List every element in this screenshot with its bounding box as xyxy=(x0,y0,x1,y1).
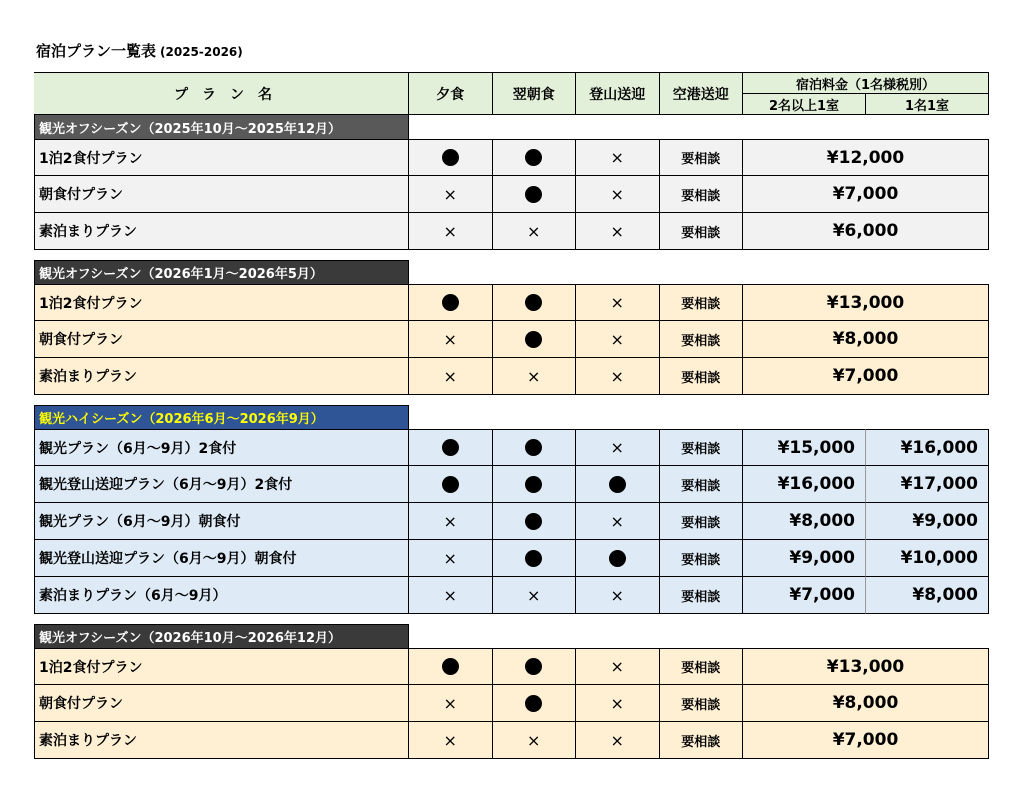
filled-circle-icon xyxy=(525,695,542,712)
filled-circle-icon xyxy=(525,186,542,203)
filled-circle-icon xyxy=(525,658,542,675)
header-airport-shuttle: 空港送迎 xyxy=(660,72,744,115)
breakfast-cell xyxy=(493,648,577,685)
price-single-cell: ¥8,000 xyxy=(866,577,989,614)
on-request-text: 要相談 xyxy=(681,661,721,676)
breakfast-cell xyxy=(493,722,577,759)
on-request-text: 要相談 xyxy=(681,188,721,204)
section-label-row xyxy=(34,624,990,648)
mountain-shuttle-cell xyxy=(576,722,660,759)
table-row xyxy=(34,284,990,321)
table-row xyxy=(34,722,990,759)
mountain-shuttle-cell xyxy=(576,176,660,213)
section-gap xyxy=(34,250,990,260)
cross-mark: × xyxy=(610,366,624,386)
filled-circle-icon xyxy=(525,476,542,493)
table-body xyxy=(34,115,990,759)
breakfast-cell xyxy=(493,503,577,540)
dinner-cell xyxy=(409,284,493,321)
mountain-shuttle-cell xyxy=(576,213,660,250)
breakfast-cell xyxy=(493,466,577,503)
filled-circle-icon xyxy=(442,476,459,493)
header-price-title: 宿泊料金（1名様税別） xyxy=(743,73,988,94)
breakfast-cell xyxy=(493,139,577,176)
header-plan-name: プラン名 xyxy=(34,72,409,115)
mountain-shuttle-cell xyxy=(576,429,660,466)
price-cell: ¥7,000 xyxy=(743,176,989,213)
dinner-cell xyxy=(409,429,493,466)
filled-circle-icon xyxy=(442,658,459,675)
cross-mark: × xyxy=(443,585,457,605)
dinner-cell xyxy=(409,213,493,250)
airport-shuttle-cell xyxy=(660,358,744,395)
breakfast-cell xyxy=(493,685,577,722)
dinner-cell xyxy=(409,358,493,395)
filled-circle-icon xyxy=(525,294,542,311)
plan-name: 観光登山送迎プラン（6月～9月）朝食付 xyxy=(34,540,409,577)
airport-shuttle-cell xyxy=(660,503,744,540)
section-label-row xyxy=(34,405,990,429)
table-row xyxy=(34,503,990,540)
plan-name: 観光プラン（6月～9月）朝食付 xyxy=(34,503,409,540)
plan-name: 素泊まりプラン（6月～9月） xyxy=(34,577,409,614)
price-cell: ¥8,000 xyxy=(743,685,989,722)
breakfast-cell xyxy=(493,358,577,395)
price-two-plus-cell: ¥16,000 xyxy=(743,466,866,503)
on-request-text: 要相談 xyxy=(681,442,721,457)
mountain-shuttle-cell xyxy=(576,648,660,685)
plan-name: 朝食付プラン xyxy=(34,321,409,358)
cross-mark: × xyxy=(610,329,624,349)
on-request-text: 要相談 xyxy=(681,297,721,312)
filled-circle-icon xyxy=(442,149,459,166)
cross-mark: × xyxy=(610,293,624,312)
on-request-text: 要相談 xyxy=(681,152,721,167)
breakfast-cell xyxy=(493,176,577,213)
plan-name: 1泊2食付プラン xyxy=(34,139,409,176)
table-row xyxy=(34,358,990,395)
mountain-shuttle-cell xyxy=(576,321,660,358)
section-gap xyxy=(34,614,990,624)
table-row xyxy=(34,213,990,250)
plan-name: 素泊まりプラン xyxy=(34,358,409,395)
cross-mark: × xyxy=(527,730,541,750)
breakfast-cell xyxy=(493,213,577,250)
price-cell: ¥7,000 xyxy=(743,358,989,395)
cross-mark: × xyxy=(443,548,457,568)
table-row xyxy=(34,176,990,213)
plan-name: 素泊まりプラン xyxy=(34,213,409,250)
dinner-cell xyxy=(409,577,493,614)
header-breakfast: 翌朝食 xyxy=(493,72,577,115)
dinner-cell xyxy=(409,685,493,722)
airport-shuttle-cell xyxy=(660,466,744,503)
mountain-shuttle-cell xyxy=(576,503,660,540)
price-cell: ¥12,000 xyxy=(743,139,989,176)
section-label: 観光ハイシーズン（2026年6月～2026年9月） xyxy=(34,405,409,429)
price-cell: ¥6,000 xyxy=(743,213,989,250)
section-label: 観光オフシーズン（2025年10月～2025年12月） xyxy=(34,115,409,139)
header-dinner: 夕食 xyxy=(409,72,493,115)
table-row xyxy=(34,648,990,685)
airport-shuttle-cell xyxy=(660,577,744,614)
breakfast-cell xyxy=(493,577,577,614)
price-two-plus-cell: ¥7,000 xyxy=(743,577,866,614)
dinner-cell xyxy=(409,540,493,577)
price-two-plus-cell: ¥9,000 xyxy=(743,540,866,577)
on-request-text: 要相談 xyxy=(681,225,721,241)
plan-name: 観光登山送迎プラン（6月～9月）2食付 xyxy=(34,466,409,503)
cross-mark: × xyxy=(527,221,541,241)
plan-name: 朝食付プラン xyxy=(34,685,409,722)
airport-shuttle-cell xyxy=(660,429,744,466)
section-gap xyxy=(34,395,990,405)
dinner-cell xyxy=(409,722,493,759)
airport-shuttle-cell xyxy=(660,284,744,321)
price-two-plus-cell: ¥15,000 xyxy=(743,429,866,466)
price-cell: ¥8,000 xyxy=(743,321,989,358)
dinner-cell xyxy=(409,466,493,503)
table-row xyxy=(34,540,990,577)
filled-circle-icon xyxy=(525,439,542,456)
cross-mark: × xyxy=(610,657,624,676)
cross-mark: × xyxy=(443,511,457,531)
mountain-shuttle-cell xyxy=(576,358,660,395)
cross-mark: × xyxy=(443,730,457,750)
airport-shuttle-cell xyxy=(660,139,744,176)
mountain-shuttle-cell xyxy=(576,139,660,176)
cross-mark: × xyxy=(443,366,457,386)
on-request-text: 要相談 xyxy=(681,478,721,494)
cross-mark: × xyxy=(610,730,624,750)
airport-shuttle-cell xyxy=(660,722,744,759)
price-single-cell: ¥9,000 xyxy=(866,503,989,540)
airport-shuttle-cell xyxy=(660,540,744,577)
filled-circle-icon xyxy=(609,476,626,493)
mountain-shuttle-cell xyxy=(576,577,660,614)
airport-shuttle-cell xyxy=(660,176,744,213)
mountain-shuttle-cell xyxy=(576,284,660,321)
filled-circle-icon xyxy=(442,439,459,456)
price-cell: ¥13,000 xyxy=(743,284,989,321)
price-single-cell: ¥10,000 xyxy=(866,540,989,577)
breakfast-cell xyxy=(493,284,577,321)
cross-mark: × xyxy=(443,329,457,349)
mountain-shuttle-cell xyxy=(576,466,660,503)
header-mountain-shuttle: 登山送迎 xyxy=(576,72,660,115)
on-request-text: 要相談 xyxy=(681,734,721,750)
breakfast-cell xyxy=(493,321,577,358)
plan-name: 素泊まりプラン xyxy=(34,722,409,759)
header-price xyxy=(743,72,989,115)
price-two-plus-cell: ¥8,000 xyxy=(743,503,866,540)
filled-circle-icon xyxy=(442,294,459,311)
cross-mark: × xyxy=(527,585,541,605)
cross-mark: × xyxy=(610,221,624,241)
cross-mark: × xyxy=(443,221,457,241)
plan-table xyxy=(34,72,990,759)
on-request-text: 要相談 xyxy=(681,589,721,605)
filled-circle-icon xyxy=(525,513,542,530)
price-cell: ¥13,000 xyxy=(743,648,989,685)
plan-name: 観光プラン（6月～9月）2食付 xyxy=(34,429,409,466)
mountain-shuttle-cell xyxy=(576,685,660,722)
table-row xyxy=(34,139,990,176)
cross-mark: × xyxy=(610,184,624,204)
header-price-two-plus: 2名以上1室 xyxy=(743,94,866,114)
cross-mark: × xyxy=(610,693,624,713)
plan-name: 朝食付プラン xyxy=(34,176,409,213)
section-label-row xyxy=(34,115,990,139)
section-label: 観光オフシーズン（2026年1月～2026年5月） xyxy=(34,260,409,284)
table-header xyxy=(34,72,990,115)
airport-shuttle-cell xyxy=(660,685,744,722)
dinner-cell xyxy=(409,139,493,176)
on-request-text: 要相談 xyxy=(681,333,721,349)
section-label-row xyxy=(34,260,990,284)
section-label: 観光オフシーズン（2026年10月～2026年12月） xyxy=(34,624,409,648)
table-row xyxy=(34,466,990,503)
dinner-cell xyxy=(409,321,493,358)
table-row xyxy=(34,685,990,722)
filled-circle-icon xyxy=(609,550,626,567)
on-request-text: 要相談 xyxy=(681,552,721,568)
plan-name: 1泊2食付プラン xyxy=(34,648,409,685)
table-row xyxy=(34,321,990,358)
filled-circle-icon xyxy=(525,149,542,166)
page-title xyxy=(36,40,243,61)
dinner-cell xyxy=(409,503,493,540)
table-row xyxy=(34,577,990,614)
filled-circle-icon xyxy=(525,331,542,348)
on-request-text: 要相談 xyxy=(681,370,721,386)
cross-mark: × xyxy=(443,184,457,204)
filled-circle-icon xyxy=(525,550,542,567)
dinner-cell xyxy=(409,648,493,685)
breakfast-cell xyxy=(493,429,577,466)
header-price-single: 1名1室 xyxy=(904,98,950,114)
title-main: 宿泊プラン一覧表 xyxy=(36,42,157,60)
price-single-cell: ¥16,000 xyxy=(866,429,989,466)
airport-shuttle-cell xyxy=(660,321,744,358)
dinner-cell xyxy=(409,176,493,213)
breakfast-cell xyxy=(493,540,577,577)
on-request-text: 要相談 xyxy=(681,697,721,713)
cross-mark: × xyxy=(443,693,457,713)
cross-mark: × xyxy=(610,148,624,167)
price-cell: ¥7,000 xyxy=(743,722,989,759)
price-single-cell: ¥17,000 xyxy=(866,466,989,503)
cross-mark: × xyxy=(610,511,624,531)
cross-mark: × xyxy=(610,438,624,457)
on-request-text: 要相談 xyxy=(681,515,721,531)
mountain-shuttle-cell xyxy=(576,540,660,577)
cross-mark: × xyxy=(610,585,624,605)
airport-shuttle-cell xyxy=(660,648,744,685)
title-sub: (2025-2026) xyxy=(160,45,243,59)
cross-mark: × xyxy=(527,366,541,386)
airport-shuttle-cell xyxy=(660,213,744,250)
table-row xyxy=(34,429,990,466)
plan-name: 1泊2食付プラン xyxy=(34,284,409,321)
